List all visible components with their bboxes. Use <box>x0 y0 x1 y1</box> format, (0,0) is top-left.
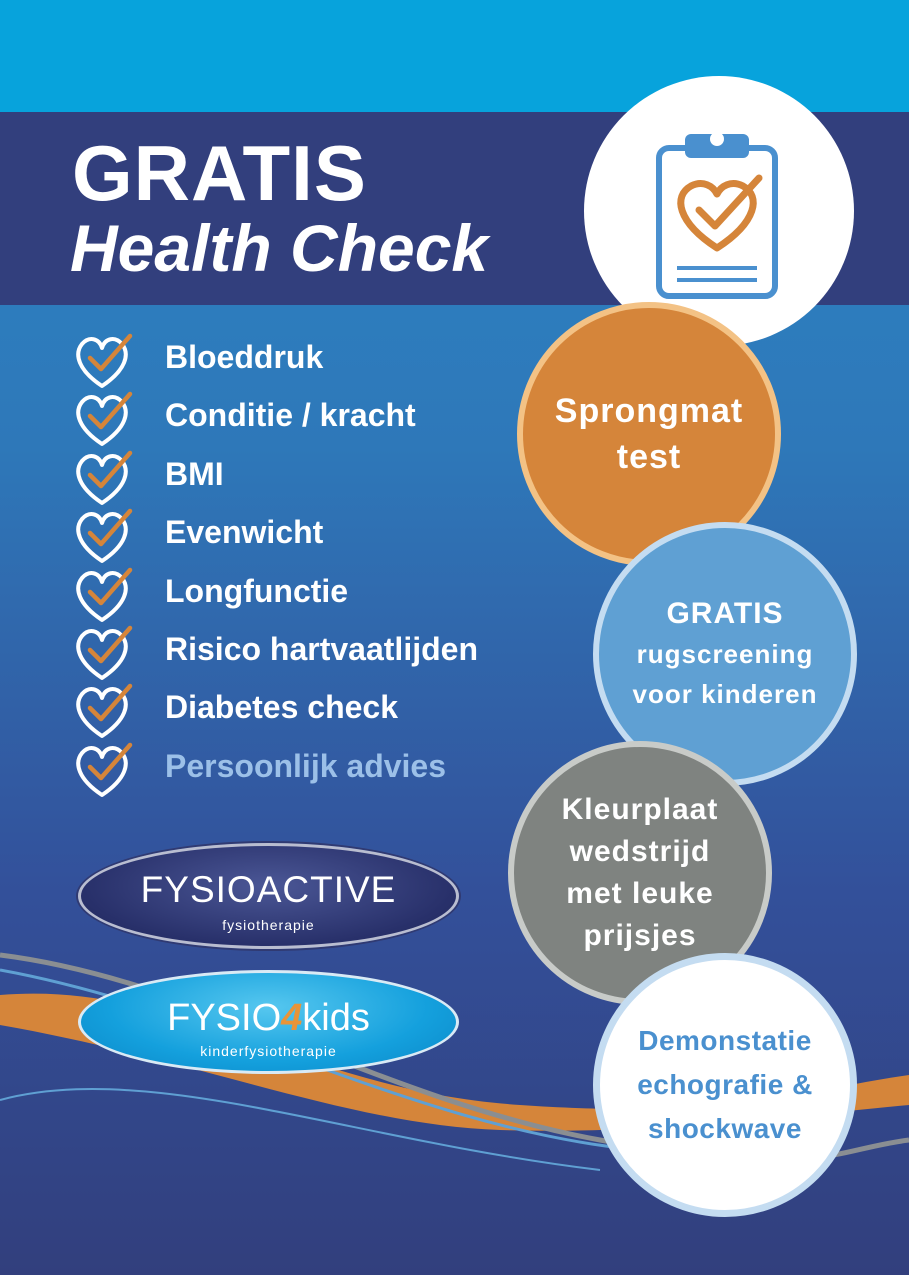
checklist-label: Diabetes check <box>165 689 399 726</box>
fysio4kids-tagline: kinderfysiotherapie <box>200 1043 337 1059</box>
fysio4kids-brand <box>81 997 456 1040</box>
fysio4kids-prefix: FYSIO <box>167 997 282 1039</box>
checklist-label: Risico hartvaatlijden <box>165 630 478 667</box>
checklist-label: Persoonlijk advies <box>165 747 447 784</box>
fysioactive-tagline: fysiotherapie <box>222 917 315 933</box>
bubble-rugscreening-text <box>633 594 818 714</box>
checklist-label: Longfunctie <box>165 572 349 609</box>
title-gratis: GRATIS <box>72 129 367 217</box>
title-health-check: Health Check <box>70 211 489 285</box>
checklist-label: Evenwicht <box>165 514 324 551</box>
bubble-rugscreening-body: rugscreening voor kinderen <box>632 639 818 709</box>
bubble-rugscreening-title: GRATIS <box>666 597 784 630</box>
heart-check-icon <box>72 330 136 390</box>
checklist-label: Conditie / kracht <box>165 397 416 434</box>
fysio4kids-number: 4 <box>281 997 303 1039</box>
bubble-sprongmat-text: Sprongmat test <box>554 392 744 476</box>
heart-check-icon <box>72 505 136 565</box>
heart-check-icon <box>72 388 136 448</box>
heart-check-icon <box>72 622 136 682</box>
heart-check-icon <box>72 739 136 799</box>
checklist-label: Bloeddruk <box>165 339 324 375</box>
bubble-demonstratie-text: Demonstatie echografie & shockwave <box>637 1025 813 1144</box>
bubble-kleurplaat-text: Kleurplaat wedstrijd met leuke prijsjes <box>561 793 719 952</box>
heart-check-icon <box>72 564 136 624</box>
heart-check-icon <box>72 447 136 507</box>
checklist-label: BMI <box>165 455 224 492</box>
bubble-demonstratie <box>593 953 857 1217</box>
fysio4kids-suffix: kids <box>302 997 370 1039</box>
fysio4kids-logo <box>78 970 459 1074</box>
fysioactive-brand: FYSIOACTIVE <box>140 869 397 910</box>
fysioactive-logo <box>78 843 459 949</box>
heart-check-icon <box>72 680 136 740</box>
clipboard-heart-check-icon <box>647 126 787 301</box>
